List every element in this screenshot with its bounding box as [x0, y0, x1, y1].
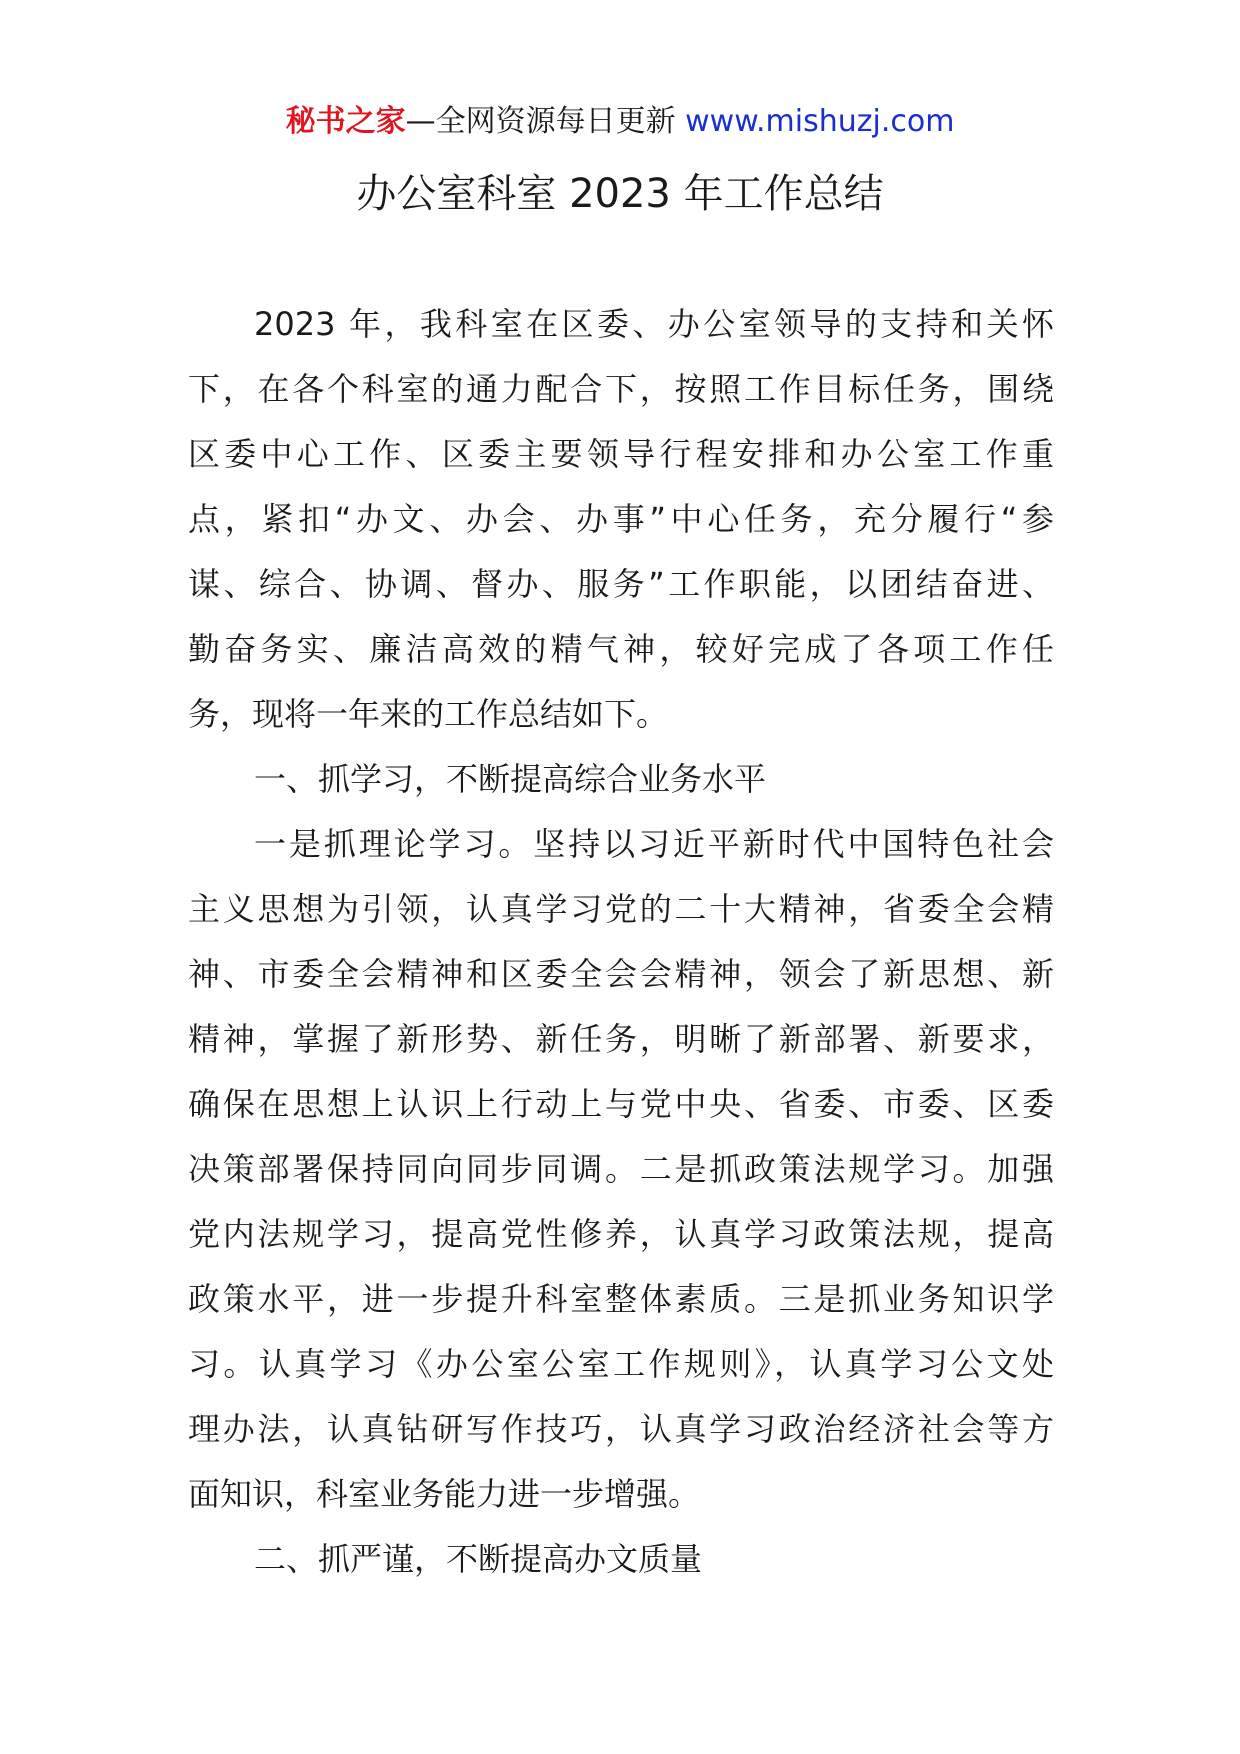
paragraph-line: 面知识，科室业务能力进一步增强。 — [188, 1475, 701, 1513]
paragraph-line: 习。认真学习《办公室公室工作规则》，认真学习公文处 — [188, 1345, 1054, 1383]
header-tagline: —全网资源每日更新 — [405, 104, 686, 139]
watermark-header — [0, 100, 1240, 144]
paragraph-line: 确保在思想上认识上行动上与党中央、省委、市委、区委 — [188, 1085, 1054, 1123]
paragraph-line: 务，现将一年来的工作总结如下。 — [188, 695, 669, 733]
paragraph-line: 谋、综合、协调、督办、服务”工作职能，以团结奋进、 — [188, 565, 1054, 603]
brand-name: 秘书之家 — [285, 104, 406, 139]
paragraph-line: 神、市委全会精神和区委全会会精神，领会了新思想、新 — [188, 955, 1054, 993]
paragraph-line: 精神，掌握了新形势、新任务，明晰了新部署、新要求， — [188, 1020, 1054, 1058]
paragraph-line: 党内法规学习，提高党性修养，认真学习政策法规，提高 — [188, 1215, 1054, 1253]
paragraph-line: 勤奋务实、廉洁高效的精气神，较好完成了各项工作任 — [188, 630, 1054, 668]
paragraph-line: 主义思想为引领，认真学习党的二十大精神，省委全会精 — [188, 890, 1054, 928]
paragraph-line: 决策部署保持同向同步同调。二是抓政策法规学习。加强 — [188, 1150, 1054, 1188]
paragraph-line: 2023 年，我科室在区委、办公室领导的支持和关怀 — [254, 305, 1054, 343]
document-title: 办公室科室 2023 年工作总结 — [356, 171, 884, 217]
section-heading: 二、抓严谨，不断提高办文质量 — [254, 1540, 703, 1578]
paragraph-line: 理办法，认真钻研写作技巧，认真学习政治经济社会等方 — [188, 1410, 1054, 1448]
site-url-link[interactable]: www.mishuzj.com — [685, 104, 955, 139]
paragraph-line: 政策水平，进一步提升科室整体素质。三是抓业务知识学 — [188, 1280, 1054, 1318]
paragraph-line: 区委中心工作、区委主要领导行程安排和办公室工作重 — [188, 435, 1054, 473]
document-body — [188, 292, 1054, 1592]
paragraph-line: 点，紧扣“办文、办会、办事”中心任务，充分履行“参 — [188, 500, 1054, 538]
paragraph-line: 一是抓理论学习。坚持以习近平新时代中国特色社会 — [254, 825, 1054, 863]
section-heading: 一、抓学习，不断提高综合业务水平 — [254, 760, 767, 798]
paragraph-line: 下，在各个科室的通力配合下，按照工作目标任务，围绕 — [188, 370, 1054, 408]
